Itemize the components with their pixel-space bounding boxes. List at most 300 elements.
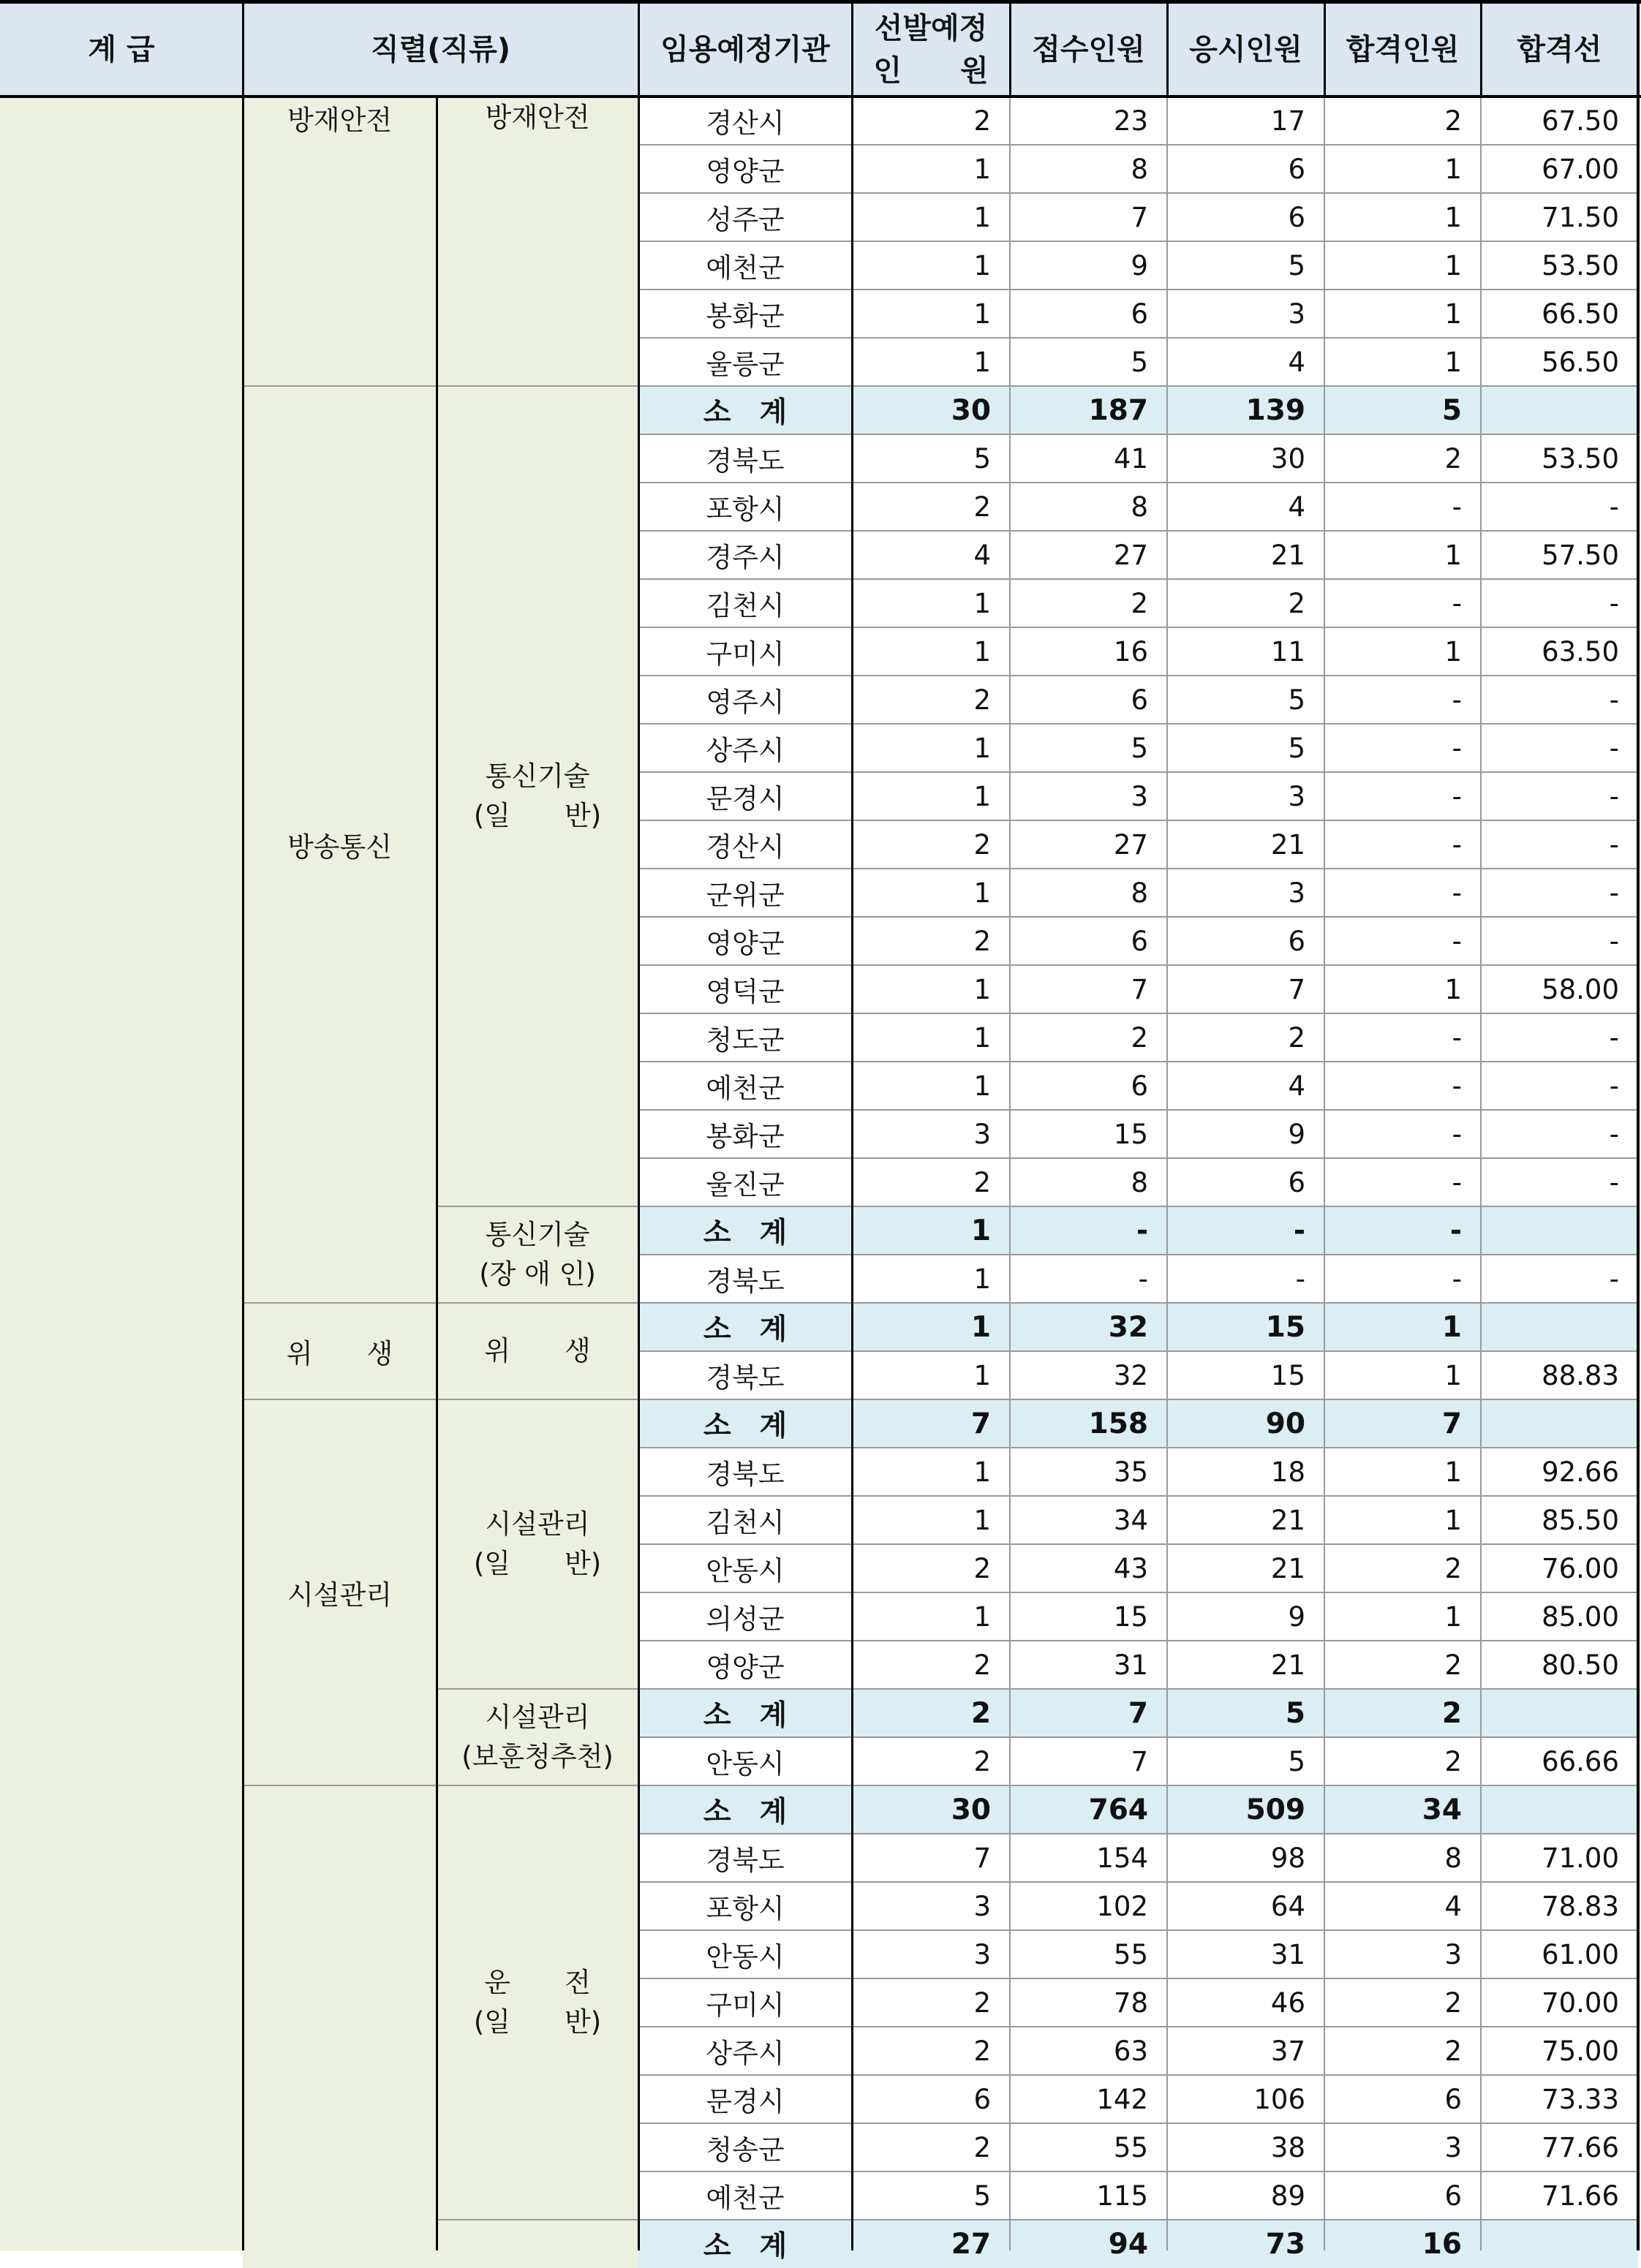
cell-cutoff: 73.33 — [1542, 2083, 1619, 2115]
subtotal-passed: 34 — [1324, 1785, 1481, 1834]
cell-passed: 4 — [1444, 1890, 1462, 1922]
cell-agency: 경산시 — [706, 107, 785, 139]
cell-cutoff: - — [1609, 732, 1619, 764]
row-divider — [638, 1109, 1638, 1111]
cell-examinees: 11 — [1270, 635, 1305, 668]
row-divider — [638, 1833, 1638, 1834]
cell-agency: 성주군 — [706, 204, 785, 235]
subseries-label: (보훈청추천) — [461, 1741, 614, 1772]
cell-planned: 1 — [973, 1504, 991, 1536]
subseries-label: 위 생 — [484, 1335, 591, 1367]
cell-applicants: 63 — [1113, 2035, 1148, 2067]
cell-cutoff: 70.00 — [1542, 1987, 1619, 2019]
table-right-border — [1637, 0, 1640, 2250]
cell-planned: 2 — [973, 1166, 991, 1198]
cell-cutoff: 85.50 — [1542, 1504, 1619, 1536]
row-divider — [638, 578, 1638, 580]
cell-examinees: 7 — [1288, 973, 1305, 1005]
cell-planned: 2 — [973, 491, 991, 523]
series-divider — [243, 1302, 638, 1304]
row-divider — [638, 241, 1638, 242]
cell-planned: 1 — [973, 298, 991, 330]
header-column-border — [851, 0, 853, 97]
subtotal-planned: 7 — [852, 1399, 1010, 1448]
cell-cutoff: 75.00 — [1542, 2035, 1619, 2067]
cell-cutoff: 66.66 — [1542, 1745, 1619, 1777]
cell-examinees: 9 — [1288, 1600, 1305, 1633]
cell-planned: 1 — [973, 153, 991, 185]
cell-agency: 예천군 — [706, 1073, 785, 1104]
cell-passed: - — [1452, 877, 1462, 909]
cell-agency: 구미시 — [706, 1989, 785, 2021]
header-planned-line: 인 원 — [873, 54, 989, 88]
cell-cutoff: 76.00 — [1542, 1552, 1619, 1584]
cell-passed: 2 — [1444, 1745, 1462, 1777]
subtotal-agency: 소 계 — [638, 1785, 852, 1834]
subseries-label: (일 반) — [473, 800, 602, 831]
cell-examinees: 3 — [1288, 780, 1305, 812]
cell-planned: 1 — [973, 1359, 991, 1391]
row-divider — [638, 1302, 1638, 1304]
cell-agency: 영양군 — [706, 1652, 785, 1683]
row-divider — [638, 434, 1638, 435]
cell-planned: 7 — [973, 1842, 991, 1874]
cell-applicants: 7 — [1131, 1745, 1148, 1777]
subtotal-cutoff — [1481, 1785, 1638, 1834]
cell-agency: 군위군 — [706, 880, 785, 911]
header-cutoff: 합격선 — [1481, 3, 1638, 97]
cell-applicants: 8 — [1131, 491, 1148, 523]
subtotal-applicants: 187 — [1010, 386, 1167, 434]
cell-planned: 3 — [973, 1938, 991, 1970]
row-divider — [638, 2219, 1638, 2220]
subtotal-examinees: 5 — [1167, 1689, 1324, 1737]
cell-agency: 봉화군 — [706, 1121, 785, 1152]
cell-examinees: 89 — [1270, 2180, 1305, 2212]
cell-examinees: 5 — [1288, 732, 1305, 764]
cell-planned: 1 — [973, 249, 991, 281]
row-divider — [638, 385, 1638, 387]
series-cell — [243, 1785, 437, 2268]
column-divider — [1324, 97, 1325, 2250]
subseries-cell — [437, 1206, 638, 1303]
subtotal-applicants: 158 — [1010, 1399, 1167, 1448]
cell-cutoff: 58.00 — [1542, 973, 1619, 1005]
cell-cutoff: 53.50 — [1542, 249, 1619, 281]
subseries-label: 시설관리 — [485, 1508, 590, 1541]
subseries-cell — [437, 97, 638, 386]
cell-applicants: 5 — [1131, 346, 1148, 378]
header-column-border — [1009, 0, 1011, 97]
subseries-cell — [437, 1785, 638, 2220]
header-column-border — [1324, 0, 1326, 97]
subtotal-passed: 16 — [1324, 2220, 1481, 2268]
cell-agency: 영양군 — [706, 928, 785, 959]
row-divider — [638, 675, 1638, 676]
table-top-border — [0, 0, 1641, 4]
row-divider — [638, 337, 1638, 339]
cell-planned: 1 — [973, 877, 991, 909]
cell-agency: 청송군 — [706, 2134, 785, 2166]
cell-planned: 2 — [973, 1745, 991, 1777]
cell-planned: 2 — [973, 2131, 991, 2163]
header-planned-line: 선발예정 — [874, 12, 988, 45]
subtotal-passed: 7 — [1324, 1399, 1481, 1448]
row-divider — [638, 723, 1638, 725]
cell-passed: - — [1452, 780, 1462, 812]
cell-planned: 2 — [973, 925, 991, 957]
cell-agency: 경산시 — [706, 831, 785, 863]
cell-cutoff: - — [1609, 684, 1619, 716]
subtotal-agency: 소 계 — [638, 1206, 852, 1255]
cell-examinees: 21 — [1270, 1504, 1305, 1536]
cell-planned: 2 — [973, 105, 991, 137]
cell-passed: 1 — [1444, 973, 1462, 1005]
cell-cutoff: - — [1609, 1166, 1619, 1198]
cell-planned: 1 — [973, 780, 991, 812]
column-divider — [1166, 97, 1168, 2250]
row-divider — [638, 1785, 1638, 1786]
row-divider — [638, 1640, 1638, 1641]
cell-examinees: 4 — [1288, 346, 1305, 378]
header-bottom-border — [0, 95, 1641, 98]
header-planned — [852, 3, 1010, 97]
subtotal-examinees: 73 — [1167, 2220, 1324, 2268]
cell-passed: - — [1452, 1021, 1462, 1054]
row-divider — [638, 1350, 1638, 1352]
cell-agency: 청도군 — [706, 1024, 785, 1056]
cell-examinees: 4 — [1288, 1070, 1305, 1102]
cell-agency: 경북도 — [706, 1845, 785, 1876]
cell-applicants: 102 — [1096, 1890, 1148, 1922]
cell-passed: 2 — [1444, 442, 1462, 475]
cell-planned: 1 — [973, 635, 991, 668]
subtotal-agency: 소 계 — [638, 2220, 852, 2268]
cell-agency: 문경시 — [706, 783, 785, 814]
cell-planned: 1 — [973, 1456, 991, 1488]
cell-passed: 2 — [1444, 105, 1462, 137]
subtotal-cutoff — [1481, 1689, 1638, 1737]
subtotal-planned: 1 — [852, 1206, 1010, 1255]
subtotal-applicants: 764 — [1010, 1785, 1167, 1834]
cell-planned: 2 — [973, 2035, 991, 2067]
cell-examinees: 46 — [1270, 1987, 1305, 2019]
cell-passed: - — [1452, 925, 1462, 957]
cell-cutoff: - — [1609, 780, 1619, 812]
cell-examinees: 3 — [1288, 877, 1305, 909]
cell-passed: 3 — [1444, 2131, 1462, 2163]
subseries-label: 통신기술 — [485, 760, 590, 793]
cell-examinees: 6 — [1288, 1166, 1305, 1198]
header-column-border — [1480, 0, 1482, 97]
cell-applicants: 35 — [1113, 1456, 1148, 1488]
cell-examinees: 6 — [1288, 201, 1305, 233]
subtotal-applicants: - — [1010, 1206, 1167, 1255]
cell-planned: 4 — [973, 539, 991, 571]
cell-cutoff: 80.50 — [1542, 1649, 1619, 1681]
subseries-cell — [437, 2220, 638, 2268]
cell-planned: 2 — [973, 1552, 991, 1584]
cell-agency: 안동시 — [706, 1555, 785, 1587]
cell-agency: 영덕군 — [706, 976, 785, 1008]
cell-agency: 울진군 — [706, 1169, 785, 1201]
row-divider — [638, 2123, 1638, 2124]
subseries-left-border — [436, 97, 438, 2250]
cell-examinees: 37 — [1270, 2035, 1305, 2067]
cell-examinees: 21 — [1270, 539, 1305, 571]
subseries-divider — [437, 2219, 638, 2220]
cell-applicants: 154 — [1096, 1842, 1148, 1874]
cell-passed: 2 — [1444, 2035, 1462, 2067]
row-divider — [638, 144, 1638, 145]
subseries-label: (장 애 인) — [479, 1258, 596, 1290]
cell-examinees: 64 — [1270, 1890, 1305, 1922]
header-column-border — [242, 0, 244, 97]
cell-planned: 3 — [973, 1118, 991, 1150]
row-divider — [638, 627, 1638, 628]
cell-agency: 영주시 — [706, 687, 785, 718]
cell-applicants: 16 — [1113, 635, 1148, 668]
cell-cutoff: - — [1609, 587, 1619, 619]
cell-planned: 1 — [973, 1070, 991, 1102]
row-divider — [638, 1978, 1638, 1979]
row-divider — [638, 1543, 1638, 1545]
grade-column — [0, 97, 243, 2250]
subtotal-applicants: 32 — [1010, 1303, 1167, 1351]
cell-examinees: 31 — [1270, 1938, 1305, 1970]
cell-passed: - — [1452, 1263, 1462, 1295]
cell-passed: 1 — [1444, 1600, 1462, 1633]
subseries-cell — [437, 1303, 638, 1399]
cell-cutoff: 71.66 — [1542, 2180, 1619, 2212]
subtotal-examinees: 139 — [1167, 386, 1324, 434]
series-cell: 방재안전 — [243, 97, 437, 386]
cell-passed: 1 — [1444, 346, 1462, 378]
cell-passed: - — [1452, 732, 1462, 764]
cell-applicants: 15 — [1113, 1600, 1148, 1633]
cell-examinees: 38 — [1270, 2131, 1305, 2163]
cell-examinees: 6 — [1288, 925, 1305, 957]
cell-cutoff: 56.50 — [1542, 346, 1619, 378]
subseries-label: 운 전 — [484, 1967, 591, 1999]
cell-passed: - — [1452, 491, 1462, 523]
cell-passed: 1 — [1444, 1359, 1462, 1391]
row-divider — [638, 1399, 1638, 1400]
cell-examinees: 18 — [1270, 1456, 1305, 1488]
subseries-cell — [437, 1399, 638, 1689]
subseries-cell — [437, 1689, 638, 1785]
cell-passed: - — [1452, 684, 1462, 716]
subtotal-agency: 소 계 — [638, 1399, 852, 1448]
cell-cutoff: - — [1609, 1021, 1619, 1054]
row-divider — [638, 964, 1638, 966]
cell-examinees: 2 — [1288, 1021, 1305, 1054]
cell-applicants: 6 — [1131, 925, 1148, 957]
cell-passed: 1 — [1444, 635, 1462, 668]
subtotal-passed: - — [1324, 1206, 1481, 1255]
cell-agency: 상주시 — [706, 2038, 785, 2069]
cell-examinees: 98 — [1270, 1842, 1305, 1874]
subseries-label: 통신기술 — [485, 1219, 590, 1251]
cell-applicants: 5 — [1131, 732, 1148, 764]
cell-agency: 예천군 — [706, 252, 785, 284]
cell-passed: 1 — [1444, 153, 1462, 185]
cell-examinees: 3 — [1288, 298, 1305, 330]
cell-applicants: 23 — [1113, 105, 1148, 137]
cell-examinees: 21 — [1270, 1649, 1305, 1681]
agency-left-border — [638, 97, 640, 2250]
cell-applicants: 142 — [1096, 2083, 1148, 2115]
header-series: 직렬(직류) — [243, 3, 638, 97]
subtotal-planned: 2 — [852, 1689, 1010, 1737]
cell-cutoff: - — [1609, 491, 1619, 523]
cell-cutoff: 53.50 — [1542, 442, 1619, 475]
cell-agency: 경북도 — [706, 1459, 785, 1490]
subtotal-passed: 2 — [1324, 1689, 1481, 1737]
cell-agency: 김천시 — [706, 590, 785, 621]
grade-column-border — [242, 97, 244, 2250]
header-passed: 합격인원 — [1324, 3, 1481, 97]
cell-cutoff: 63.50 — [1542, 635, 1619, 668]
cell-agency: 상주시 — [706, 735, 785, 766]
subseries-label: 방재안전 — [485, 102, 590, 133]
row-divider — [638, 868, 1638, 869]
row-divider — [638, 1206, 1638, 1207]
cell-cutoff: - — [1609, 877, 1619, 909]
row-divider — [638, 2026, 1638, 2027]
row-divider — [638, 192, 1638, 194]
cell-applicants: 7 — [1131, 973, 1148, 1005]
subseries-label: 시설관리 — [485, 1701, 590, 1734]
subtotal-cutoff — [1481, 1206, 1638, 1255]
cell-planned: 1 — [973, 1021, 991, 1054]
cell-passed: 6 — [1444, 2180, 1462, 2212]
cell-cutoff: 71.50 — [1542, 201, 1619, 233]
cell-applicants: 15 — [1113, 1118, 1148, 1150]
cell-cutoff: 57.50 — [1542, 539, 1619, 571]
subtotal-passed: 5 — [1324, 386, 1481, 434]
cell-agency: 구미시 — [706, 638, 785, 670]
cell-planned: 1 — [973, 732, 991, 764]
row-divider — [638, 771, 1638, 773]
cell-applicants: 31 — [1113, 1649, 1148, 1681]
cell-applicants: 55 — [1113, 1938, 1148, 1970]
series-cell: 위 생 — [243, 1303, 437, 1399]
subtotal-examinees: 90 — [1167, 1399, 1324, 1448]
subseries-label: (일 반) — [473, 1548, 602, 1579]
row-divider — [638, 1881, 1638, 1883]
cell-agency: 안동시 — [706, 1941, 785, 1973]
cell-examinees: 2 — [1288, 587, 1305, 619]
cell-cutoff: 71.00 — [1542, 1842, 1619, 1874]
cell-agency: 안동시 — [706, 1748, 785, 1780]
cell-agency: 봉화군 — [706, 300, 785, 332]
cell-applicants: 27 — [1113, 539, 1148, 571]
cell-examinees: 5 — [1288, 1745, 1305, 1777]
cell-cutoff: 61.00 — [1542, 1938, 1619, 1970]
cell-agency: 경북도 — [706, 1362, 785, 1394]
cell-passed: - — [1452, 828, 1462, 861]
cell-applicants: 2 — [1131, 1021, 1148, 1054]
subtotal-examinees: 15 — [1167, 1303, 1324, 1351]
subtotal-examinees: 509 — [1167, 1785, 1324, 1834]
cell-cutoff: - — [1609, 1070, 1619, 1102]
cell-planned: 1 — [973, 973, 991, 1005]
cell-passed: - — [1452, 1118, 1462, 1150]
subtotal-applicants: 94 — [1010, 2220, 1167, 2268]
subseries-cell — [437, 386, 638, 1206]
header-column-border — [638, 0, 640, 97]
cell-passed: 1 — [1444, 1456, 1462, 1488]
cell-cutoff: - — [1609, 1263, 1619, 1295]
cell-agency: 울릉군 — [706, 349, 785, 380]
row-divider — [638, 1929, 1638, 1931]
cell-passed: 1 — [1444, 201, 1462, 233]
cell-applicants: 2 — [1131, 587, 1148, 619]
cell-examinees: 21 — [1270, 1552, 1305, 1584]
cell-passed: 1 — [1444, 539, 1462, 571]
row-divider — [638, 1013, 1638, 1014]
subtotal-agency: 소 계 — [638, 1303, 852, 1351]
cell-agency: 경주시 — [706, 542, 785, 573]
subtotal-planned: 30 — [852, 1785, 1010, 1834]
row-divider — [638, 289, 1638, 290]
series-divider — [243, 385, 638, 387]
cell-agency: 예천군 — [706, 2182, 785, 2214]
cell-passed: 3 — [1444, 1938, 1462, 1970]
subtotal-agency: 소 계 — [638, 1689, 852, 1737]
cell-passed: - — [1452, 1166, 1462, 1198]
subseries-label: (일 반) — [473, 2006, 602, 2038]
cell-passed: - — [1452, 1070, 1462, 1102]
cell-applicants: 3 — [1131, 780, 1148, 812]
cell-planned: 2 — [973, 1987, 991, 2019]
cell-planned: 1 — [973, 346, 991, 378]
row-divider — [638, 1061, 1638, 1062]
row-divider — [638, 1736, 1638, 1738]
cell-applicants: 115 — [1096, 2180, 1148, 2212]
subtotal-cutoff — [1481, 1303, 1638, 1351]
subtotal-cutoff — [1481, 386, 1638, 434]
agency-right-border — [851, 97, 853, 2250]
row-divider — [638, 530, 1638, 532]
cell-applicants: 43 — [1113, 1552, 1148, 1584]
cell-cutoff: 67.00 — [1542, 153, 1619, 185]
cell-cutoff: 88.83 — [1542, 1359, 1619, 1391]
header-applicants: 접수인원 — [1010, 3, 1167, 97]
cell-cutoff: 67.50 — [1542, 105, 1619, 137]
cell-cutoff: - — [1609, 828, 1619, 861]
cell-planned: 5 — [973, 442, 991, 475]
subtotal-planned: 1 — [852, 1303, 1010, 1351]
cell-passed: - — [1452, 587, 1462, 619]
cell-cutoff: 92.66 — [1542, 1456, 1619, 1488]
cell-applicants: 41 — [1113, 442, 1148, 475]
cell-examinees: 30 — [1270, 442, 1305, 475]
cell-planned: 1 — [973, 1600, 991, 1633]
series-cell: 방송통신 — [243, 386, 437, 1303]
row-divider — [638, 1447, 1638, 1448]
cell-examinees: 106 — [1253, 2083, 1305, 2115]
cell-planned: 5 — [973, 2180, 991, 2212]
cell-cutoff: - — [1609, 1118, 1619, 1150]
cell-applicants: 34 — [1113, 1504, 1148, 1536]
subtotal-cutoff — [1481, 2220, 1638, 2268]
cell-planned: 1 — [973, 201, 991, 233]
cell-applicants: 55 — [1113, 2131, 1148, 2163]
cell-applicants: 6 — [1131, 298, 1148, 330]
row-divider — [638, 1688, 1638, 1690]
